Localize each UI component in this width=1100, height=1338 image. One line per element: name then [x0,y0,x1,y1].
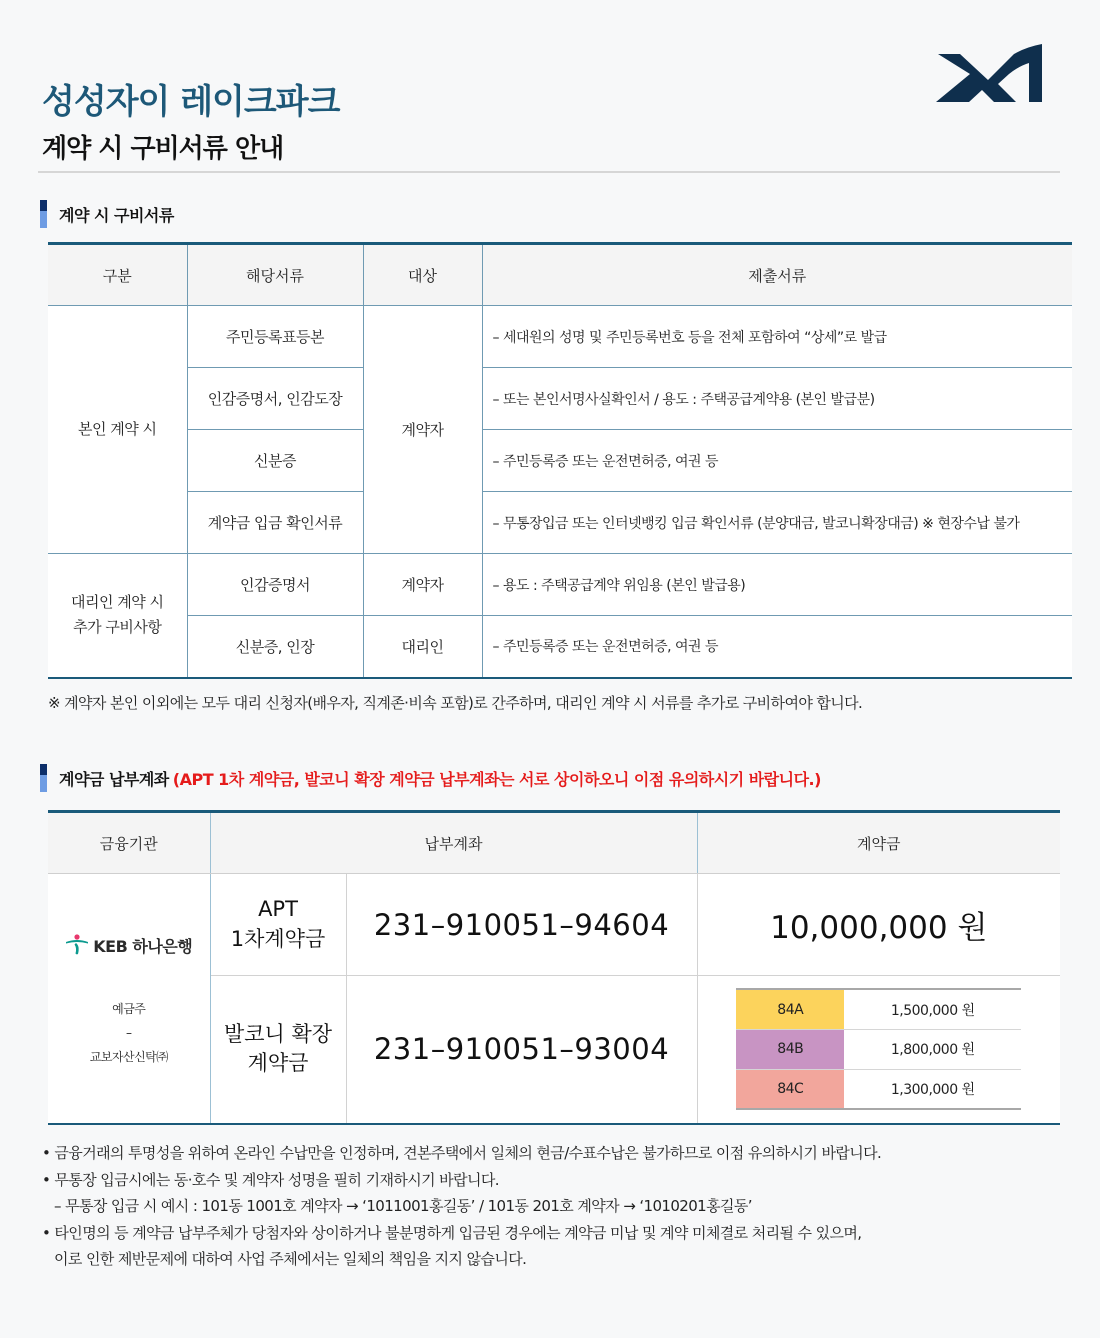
bank-name: KEB 하나은행 [93,936,193,956]
col-header-amount: 계약금 [697,812,1060,874]
target-cell: 계약자 [363,554,482,616]
section-heading-text: 계약 시 구비서류 [59,205,174,225]
category-line: 대리인 계약 시 [71,592,164,611]
detail-cell: – 무통장입금 또는 인터넷뱅킹 입금 확인서류 (분양대금, 발코니확장대금) ※ 현장수납 불가 [482,492,1072,554]
category-cell: 본인 계약 시 [48,306,187,554]
xi-logo-icon [936,44,1046,104]
payment-type-cell [210,976,346,1124]
document-cell: 계약금 입금 확인서류 [187,492,363,554]
note-item: • 금융거래의 투명성을 위하여 온라인 수납만을 인정하며, 견본주택에서 일체의 현금/수표수납은 불가하므로 이점 유의하시기 바랍니다. [42,1144,882,1162]
documents-table [48,242,1072,679]
document-cell: 주민등록표등본 [187,306,363,368]
fee-amount: 1,800,000 원 [844,1029,1021,1069]
col-header-account: 납부계좌 [210,812,697,874]
detail-cell: – 세대원의 성명 및 주민등록번호 등을 전체 포함하여 “상세”로 발급 [482,306,1072,368]
note-continuation: 이로 인한 제반문제에 대하여 사업 주체에서는 일체의 책임을 지지 않습니다. [54,1250,527,1268]
unit-type: 84B [736,1029,844,1069]
document-cell: 신분증, 인장 [187,616,363,678]
fee-amount: 1,500,000 원 [844,989,1021,1029]
detail-cell: – 주민등록증 또는 운전면허증, 여권 등 [482,616,1072,678]
table-row [48,554,1072,616]
payment-type-line: APT [258,897,298,922]
fee-row [736,989,1021,1029]
detail-cell: – 주민등록증 또는 운전면허증, 여권 등 [482,430,1072,492]
category-cell [48,554,187,678]
section-heading-docs [40,200,174,228]
section-marker [40,200,47,228]
page-subtitle: 계약 시 구비서류 안내 [42,134,284,164]
page-title: 성성자이 레이크파크 [42,82,340,122]
table-row [48,492,1072,554]
table-header-row [48,244,1072,306]
account-holder [48,997,210,1069]
header-divider [38,171,1060,173]
holder-name: 교보자산신탁㈜ [89,1049,168,1064]
table-header-row [48,812,1060,874]
detail-cell: – 또는 본인서명사실확인서 / 용도 : 주택공급계약용 (본인 발급분) [482,368,1072,430]
category-line: 추가 구비사항 [73,618,162,637]
account-number: 231–910051–94604 [346,874,697,976]
account-number: 231–910051–93004 [346,976,697,1124]
unit-type: 84A [736,989,844,1029]
payment-type-cell [210,874,346,976]
section-heading-text: 계약금 납부계좌 [59,769,169,789]
bank-cell [48,874,210,1124]
balcony-fee-cell [697,976,1060,1124]
proxy-note: ※ 계약자 본인 이외에는 모두 대리 신청자(배우자, 직계존·비속 포함)로 간주하며, 대리인 계약 시 서류를 추가로 구비하여야 합니다. [48,694,863,712]
col-header-detail: 제출서류 [482,244,1072,306]
col-header-bank: 금융기관 [48,812,210,874]
target-cell: 계약자 [363,306,482,554]
apt-deposit-amount: 10,000,000 원 [697,874,1060,976]
note-item: • 타인명의 등 계약금 납부주체가 당첨자와 상이하거나 불분명하게 입금된 경우에는 계약금 미납 및 계약 미체결로 처리될 수 있으며, [42,1223,862,1242]
holder-label: 예금주 [112,1001,146,1016]
detail-cell: – 용도 : 주택공급계약 위임용 (본인 발급용) [482,554,1072,616]
note-item: • 무통장 입금시에는 동·호수 및 계약자 성명을 필히 기재하시기 바랍니다. [42,1170,499,1189]
bank-logo [48,934,210,957]
hana-bank-icon [65,934,89,956]
document-cell: 인감증명서, 인감도장 [187,368,363,430]
section-marker [40,764,47,792]
col-header-category: 구분 [48,244,187,306]
fee-amount: 1,300,000 원 [844,1069,1021,1109]
holder-separator: – [126,1025,132,1040]
payment-type-line: 계약금 [247,1051,309,1076]
table-row [48,616,1072,678]
note-example: – 무통장 입금 시 예시 : 101동 1001호 계약자 → ‘1011001홍길동’ / 101동 201호 계약자 → ‘1010201홍길동’ [54,1197,752,1215]
document-cell: 인감증명서 [187,554,363,616]
target-cell: 대리인 [363,616,482,678]
payment-type-line: 1차계약금 [230,926,326,951]
table-row [48,368,1072,430]
payment-table [48,810,1060,1125]
balcony-fee-table [736,988,1021,1110]
fee-row [736,1029,1021,1069]
table-row [48,306,1072,368]
unit-type: 84C [736,1069,844,1109]
col-header-target: 대상 [363,244,482,306]
table-row [48,874,1060,976]
col-header-document: 해당서류 [187,244,363,306]
payment-warning: (APT 1차 계약금, 발코니 확장 계약금 납부계좌는 서로 상이하오니 이점 유의하시기 바랍니다.) [172,769,821,789]
section-heading-payment [40,764,821,792]
fee-row [736,1069,1021,1109]
payment-notes [42,1140,881,1273]
payment-type-line: 발코니 확장 [223,1021,333,1046]
table-row [48,430,1072,492]
document-cell: 신분증 [187,430,363,492]
